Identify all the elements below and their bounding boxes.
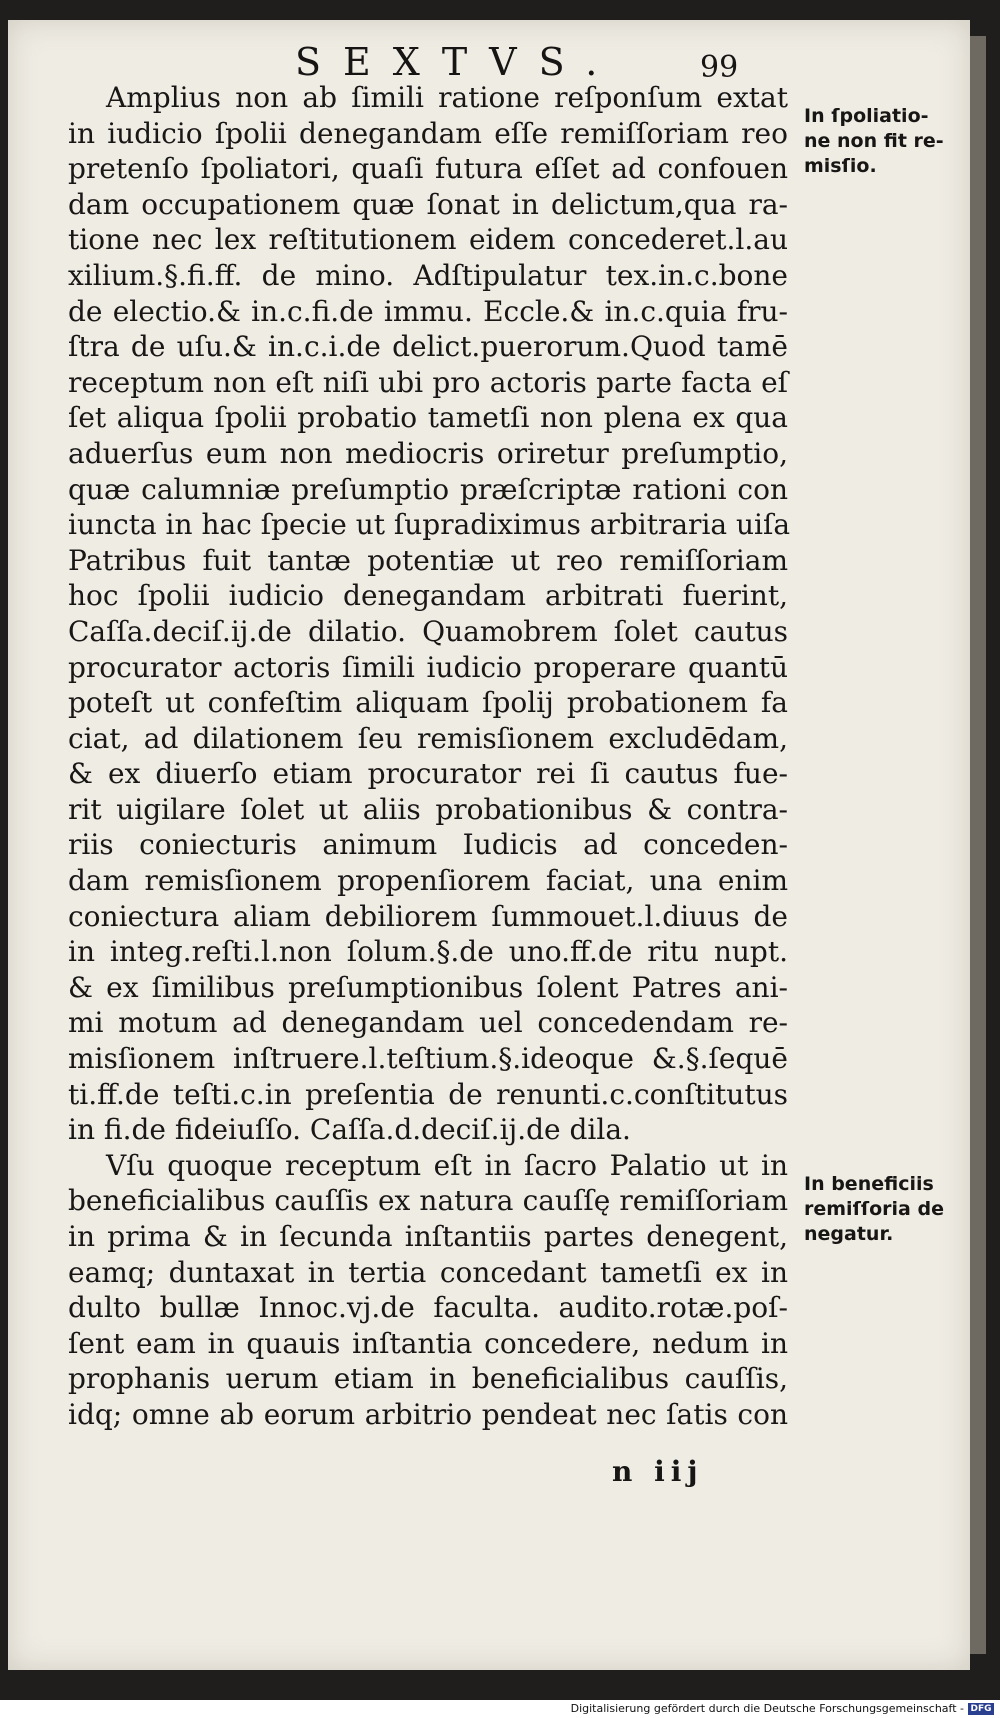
- margin-note-spoliatio: [804, 104, 968, 179]
- text-line: Amplius non ab ſimili ratione reſponſum extat: [106, 81, 788, 114]
- text-line: in prima & in ſecunda inſtantiis partes denegent,: [68, 1220, 788, 1253]
- text-line: ſent eam in quauis inſtantia concedere, nedum in: [68, 1326, 788, 1360]
- margin-note-line: misſio.: [804, 155, 877, 177]
- text-line: pretenſo ſpoliatori, quaſi futura eſſet ad confouen: [68, 152, 788, 186]
- text-line: prophanis uerum etiam in beneficialibus cauſſis,: [68, 1362, 788, 1396]
- margin-note-line: negatur.: [804, 1223, 894, 1245]
- text-line: rit uigilare ſolet ut aliis probationibus & contra-: [68, 792, 788, 826]
- text-line: iuncta in hac ſpecie ut ſupradiximus arbitraria uiſa: [68, 508, 791, 542]
- text-line: aduerſus eum non mediocris oriretur preſumptio,: [68, 436, 788, 470]
- margin-note-line: ne non fit re-: [804, 130, 944, 152]
- text-line: riis coniecturis animum Iudicis ad conceden-: [68, 828, 788, 862]
- signature-mark: n iij: [612, 1455, 704, 1488]
- text-line: receptum non eſt niſi ubi pro actoris parte facta eſ: [68, 365, 788, 399]
- text-line: ti.ff.de teſti.c.in preſentia de renunti.c.conſtitutus: [68, 1077, 788, 1111]
- text-line: in iudicio ſpolii denegandam eſſe remiſſoriam reo: [68, 116, 788, 150]
- text-line: beneficialibus cauſſis ex natura cauſſę remiſſoriam: [68, 1184, 788, 1218]
- text-line: idq; omne ab eorum arbitrio pendeat nec ſatis con: [68, 1397, 788, 1431]
- text-line: xilium.§.fi.ff. de mino. Adſtipulatur tex.in.c.bone: [68, 258, 788, 292]
- text-line: mi motum ad denegandam uel concedendam re-: [68, 1006, 788, 1040]
- text-line: ciat, ad dilationem ſeu remisſionem excludēdam,: [68, 721, 788, 755]
- margin-note-beneficiis: [804, 1172, 968, 1247]
- text-line: de electio.& in.c.fi.de immu. Eccle.& in.c.quia fru-: [68, 294, 788, 328]
- text-line: & ex diuerſo etiam procurator rei ſi cautus fue-: [68, 757, 788, 791]
- text-line: Caſſa.deciſ.ij.de dilatio. Quamobrem ſolet cautus: [68, 614, 788, 648]
- text-line: ſet aliqua ſpolii probatio tametſi non plena ex qua: [68, 401, 788, 435]
- text-line: in integ.reſti.l.non ſolum.§.de uno.ff.de ritu nupt.: [68, 935, 788, 969]
- dfg-logo-icon: DFG: [968, 1703, 994, 1715]
- text-line: Patribus fuit tantæ potentiæ ut reo remiſſoriam: [68, 543, 788, 577]
- text-line: dam occupationem quæ ſonat in delictum,qua ra-: [68, 187, 788, 221]
- text-line: & ex ſimilibus preſumptionibus ſolent Patres ani-: [68, 970, 788, 1004]
- text-line: tione nec lex reſtitutionem eidem concederet.l.au: [68, 223, 788, 257]
- funding-credit: Digitalisierung gefördert durch die Deutsche Forschungsgemeinschaft -: [570, 1702, 964, 1715]
- text-line: in fi.de fideiuſſo. Caſſa.d.deciſ.ij.de dila.: [68, 1113, 631, 1147]
- paragraph-2: [68, 1148, 788, 1433]
- text-line: eamq; duntaxat in tertia concedant tametſi ex in: [68, 1255, 788, 1289]
- page-number: 99: [700, 50, 739, 85]
- text-line: dulto bullæ Innoc.vj.de faculta. audito.rotæ.poſ-: [68, 1291, 788, 1325]
- page-edge: [970, 36, 986, 1654]
- body-text: [68, 80, 791, 1433]
- text-line: quæ calumniæ preſumptio præſcriptæ rationi con: [68, 472, 788, 506]
- text-line: ſtra de uſu.& in.c.i.de delict.puerorum.Quod tamē: [68, 330, 788, 364]
- text-line: poteſt ut confeſtim aliquam ſpolij probationem fa: [68, 686, 788, 720]
- running-head: SEXTVS.: [295, 40, 620, 84]
- text-line: Vſu quoque receptum eſt in ſacro Palatio ut in: [106, 1148, 788, 1182]
- text-line: hoc ſpolii iudicio denegandam arbitrati fuerint,: [68, 579, 788, 613]
- margin-note-line: In ſpoliatio-: [804, 105, 929, 127]
- text-line: misſionem inſtruere.l.teſtium.§.ideoque &.§.ſequē: [68, 1042, 788, 1076]
- text-line: dam remisſionem propenſiorem faciat, una enim: [68, 864, 788, 898]
- text-line: procurator actoris ſimili iudicio properare quantū: [68, 650, 788, 684]
- margin-note-line: In beneficiis: [804, 1173, 934, 1195]
- margin-note-line: remiſſoria de: [804, 1198, 944, 1220]
- text-line: coniectura aliam debiliorem ſummouet.l.diuus de: [68, 899, 788, 933]
- paragraph-1: [68, 80, 791, 1148]
